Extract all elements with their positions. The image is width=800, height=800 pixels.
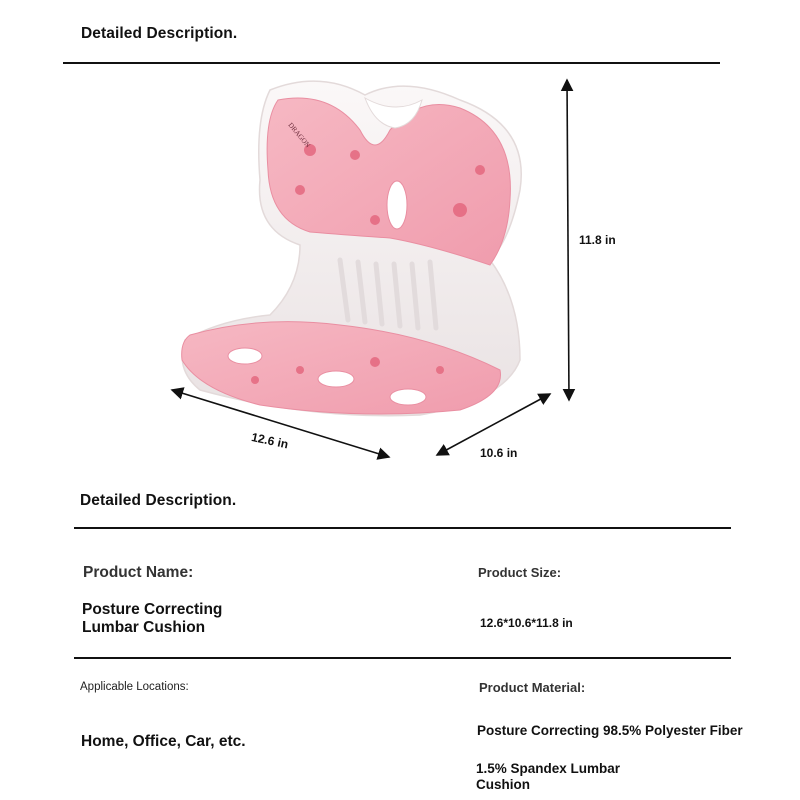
product-size-value: 12.6*10.6*11.8 in <box>480 616 573 630</box>
cushion-print-text: DRAGON <box>286 121 312 150</box>
bottom-divider <box>74 527 731 529</box>
product-material-line2: 1.5% Spandex Lumbar Cushion <box>476 761 621 792</box>
product-material-label: Product Material: <box>479 680 586 695</box>
product-name-value: Posture Correcting Lumbar Cushion <box>82 601 223 636</box>
spec-row-divider <box>74 657 731 659</box>
applicable-locations-label: Applicable Locations: <box>80 681 189 693</box>
product-material-line1: Posture Correcting 98.5% Polyester Fiber <box>477 723 743 738</box>
applicable-locations-value: Home, Office, Car, etc. <box>81 733 246 750</box>
top-section-heading: Detailed Description. <box>81 25 238 42</box>
height-arrow <box>567 80 569 400</box>
product-name-label: Product Name: <box>83 564 194 581</box>
bottom-section-heading: Detailed Description. <box>80 492 237 509</box>
depth-dimension-label: 10.6 in <box>480 446 518 460</box>
product-size-label: Product Size: <box>478 565 562 580</box>
height-dimension-label: 11.8 in <box>579 233 616 247</box>
width-dimension-label: 12.6 in <box>250 430 290 452</box>
